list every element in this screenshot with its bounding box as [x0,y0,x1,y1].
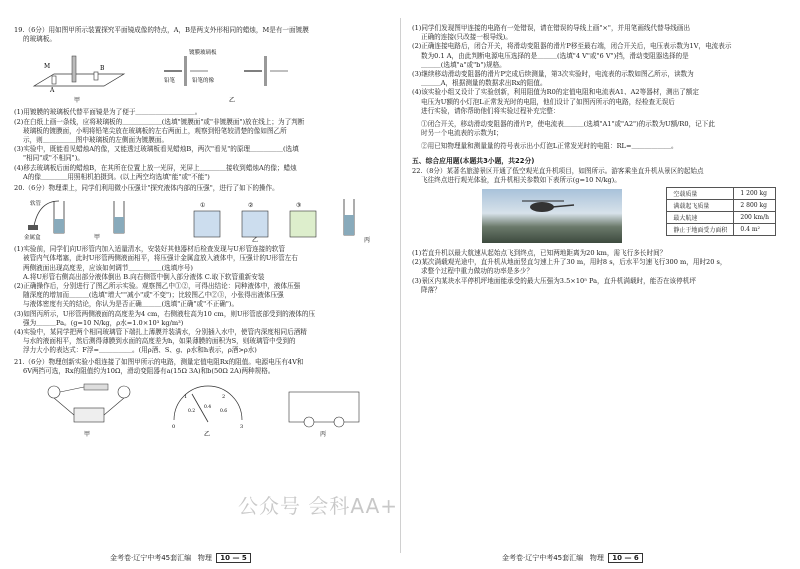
q22-line: 降落？ [421,285,441,294]
q20-line: 20.（6分）物理课上，同学们利用微小压强计"探究液体内部的压强"，进行了如下的操作。 [14,184,279,193]
q21-line: 电压为U额的小灯泡L正常发光时的电阻，他们设计了如图丙所示的电路，经检查无误后 [421,97,675,106]
figure-21-drawing [14,378,384,440]
helicopter-photo [482,189,622,243]
q22-line: (2)某次满载观光途中，直升机从地面竖直匀速上升了30 m，用时8 s，后水平匀速飞行300 m，用时20 s， [412,258,727,267]
table-cell: 满载起飞质量 [667,200,734,212]
q20-line: (3)如图丙所示，U形管两侧液面的高度差为4 cm，右侧液柱高为10 cm，则U形管底部受到的液体的压 [14,309,316,318]
footer-page: 10 — 5 [216,553,251,563]
fig20-label: 丙 [364,237,371,244]
q20-line: 浮力大小的表达式：F浮=＿＿＿＿＿。(用ρ酒、S、g、ρ水和h表示，ρ酒>ρ水) [23,346,257,355]
q21-line: ＿＿＿A，根据测量的数据求出Rx的阻值。 [421,79,547,88]
q21-line: (1)同学们发现图甲连接的电路有一处错误，请在错误的导线上画"×"，并用笔画线代替导线画出 [412,24,691,32]
right-page [402,0,800,569]
question-19-parts [14,108,388,182]
fig19-label-yi: 乙 [229,97,236,105]
q21-line: (4)该实验小组又设计了实验创新，利用阻值为R0的定值电阻和电流表A1、A2等器材，测出了额定 [412,88,699,97]
q19-line: A的像＿＿＿＿用照相机拍摄到。(以上两空均选填"能"或"不能") [23,172,210,181]
figure-19 [14,46,388,106]
q20-line: 随深度的增加而＿＿＿(选填"增大""减小"或"不变")；比较图乙中②③，小张得出液体压强 [23,291,284,300]
q21-line: 时另一个电流表的示数为I； [421,129,503,138]
fig19-label-jia: 甲 [74,97,81,105]
fig21-tick: 3 [240,424,244,431]
q22-line: 飞往终点进行观光体验，直升机相关参数如下表所示(g=10 N/kg)。 [421,175,621,184]
fig20-label: ② [248,202,254,210]
q19-line: (3)实验中，既能看见蜡烛A的像，又能透过玻璃板看见蜡烛B，两次"看见"的原理＿＿＿＿＿(选填 [14,145,299,154]
question-20 [14,184,388,193]
fig21-tick: 2 [222,394,226,401]
fig19-label-a: A [50,87,55,95]
q19-line: (1)用镀膜的玻璃板代替平面镜是为了便于＿＿＿＿＿＿＿＿＿。 [14,108,202,117]
question-20-parts [14,245,388,355]
right-footer [502,553,643,563]
q21-line: 21.（6分）物理创新实验小组连接了如图甲所示的电路，测量定值电阻Rx的阻值。电源电压有4V和 [14,357,304,366]
q22-line: 22.（8分）某著名旅游景区开通了低空观光直升机项目，如图所示。游客乘坐直升机从景区的起始点 [412,166,704,175]
footer-subject: 物理 [589,554,604,562]
footer-page: 10 — 6 [608,553,643,563]
q19-line: "相同"或"不相同")。 [23,154,84,163]
q19-line: 玻璃板的镀膜面，小明将铅笔尖放在玻璃板的左右两面上，观察到铅笔较清楚的像如图乙所 [23,126,287,135]
left-footer [110,553,251,563]
footer-subject: 物理 [197,554,212,562]
q21-line: 数为0.1 A，由此判断电源电压选择的是＿＿＿(选填"4 V"或"6 V")挡，滑动变阻器选择的是 [421,51,689,60]
table-cell: 0.4 m² [734,224,776,236]
fig20-label: 软管 [30,201,42,208]
question-19 [14,26,388,44]
q21-line: ①闭合开关，移动滑动变阻器的滑片P，使电流表＿＿＿(选填"A1"或"A2")的示数为U额/R0，记下此 [421,120,715,129]
q20-line: 被管内气体堵塞，此时U形管两侧液面相平，将压强计金属盒放入液体中，压强计的U形管左右 [23,254,298,263]
table-cell: 空载质量 [667,188,734,200]
q19-line: 19.（6分）用如图甲所示装置探究平面镜成像的特点，A，B是两支外形相同的蜡烛，M是有一面镀膜 [14,26,309,34]
figure-22 [412,187,788,247]
q22-line: 求整个过程中重力做功的功率是多少？ [421,267,534,276]
footer-book: 金考卷·辽宁中考45套汇编 [110,554,192,562]
q19-line: 示，则＿＿＿＿＿图中玻璃板的左侧面为镀膜面。 [23,136,169,145]
q22-line: (1)若直升机以最大航速从起始点飞到终点，已知两地距离为20 km，需飞行多长时间？ [412,249,667,258]
fig20-label: ① [200,202,206,210]
table-row [667,212,776,224]
table-cell: 静止于地面受力面积 [667,224,734,236]
q20-line: (1)实验前，同学们向U形管内加入适量清水，安装好其他器材后检查发现与U形管连接的软管 [14,245,286,254]
figure-20 [14,195,388,243]
fig21-tick: 0.2 [188,409,196,415]
q21-line: 进行实验，请你帮助他们将实验过程补充完整： [421,106,560,115]
q22-line: (3)景区内某块水平停机坪地面能承受的最大压强为3.5×10⁵ Pa，直升机满载时，能否在该停机坪 [412,276,696,285]
fig21-tick: 0.4 [204,405,212,411]
section-heading: 五、综合应用题(本题共3小题，共22分) [412,156,535,165]
fig19-label-plate: 镀膜玻璃板 [189,50,217,57]
fig20-label: 乙 [252,237,259,244]
fig21-label-bing: 丙 [320,431,327,439]
fig21-label-yi: 乙 [204,431,211,439]
helicopter-spec-table [666,187,776,236]
q21-line: (2)正确连接电路后，闭合开关，将滑动变阻器的滑片P移至最右端，闭合开关后，电压表示数为1V，电流表示 [412,42,732,51]
table-row [667,200,776,212]
footer-book: 金考卷·辽宁中考45套汇编 [502,554,584,562]
question-22 [412,167,788,185]
q20-line: 与水的液面相平，然后测得薄膜到水面的高度差为h，如果薄膜的面积为S，则玻璃管中受到的 [23,337,296,346]
q21-line: ②用已知物理量和测量量的符号表示出小灯泡L正常发光时的电阻：RL=＿＿＿＿＿＿。 [421,142,678,151]
q20-line: A.将U形管右侧高出部分液体倒出 B.向右侧管中倒入部分液体 C.取下软管重新安装 [23,272,265,281]
fig19-label-img: 铅笔的像 [192,78,215,85]
q21-line: 6V两挡可选，Rx的阻值约为10Ω，滑动变阻器有a(15Ω 3A)和b(50Ω 2A)两种规格。 [23,366,275,375]
figure-20-drawing [14,195,384,243]
fig19-label-m: M [44,63,51,71]
fig19-label-b: B [100,65,105,73]
q20-line: (2)正确操作后，分别进行了图乙所示实验。观察图乙中①②，可得出结论：同种液体中，液体压强 [14,282,301,291]
fig21-tick: 0 [172,424,176,431]
question-22-parts [412,249,788,295]
table-cell: 200 km/h [734,212,776,224]
q19-line: 的玻璃板。 [23,35,56,44]
fig20-label: 甲 [94,234,101,242]
q20-line: 与液体密度有关的结论，你认为是否正确＿＿＿(选填"正确"或"不正确")。 [23,300,239,309]
q20-line: 强为＿＿＿Pa。(g=10 N/kg，ρ水=1.0×10³ kg/m³) [23,318,184,327]
table-cell: 1 200 kg [734,188,776,200]
question-21-continued [412,24,788,152]
q19-line: (2)在白纸上画一条线，应将玻璃板的＿＿＿＿＿＿(选填"镀膜面"或"非镀膜面")放在线上；为了判断 [14,117,305,126]
fig21-tick: 0.6 [220,409,228,415]
fig19-label-pen: 铅笔 [164,78,176,85]
q19-line: (4)移去玻璃板后面的蜡烛B，在其所在位置上放一光屏，光屏上＿＿＿＿接收到蜡烛A的像；蜡烛 [14,163,297,172]
q21-line: (3)继续移动滑动变阻器的滑片P完成后续测量，第3次实验时，电流表的示数如图乙所示，读数为 [412,70,694,79]
question-21 [14,358,388,376]
table-cell: 2 800 kg [734,200,776,212]
q20-line: 两侧液面出现高度差，应该如何调节＿＿＿＿＿(选填序号) [23,263,193,272]
figure-19-drawing [14,46,384,106]
table-row [667,188,776,200]
q21-line: 正确的连接(只改接一根导线)。 [421,33,512,42]
fig20-label: 金属盒 [24,235,41,242]
table-row [667,224,776,236]
q21-line: ＿＿＿(选填"a"或"b")规格。 [421,60,506,69]
page-divider [400,18,401,553]
fig20-label: ③ [296,202,302,210]
helicopter-icon [482,189,622,243]
fig21-label-jia: 甲 [84,431,91,439]
fig21-tick: 1 [184,394,188,401]
watermark: 公众号 会科AA+ [238,494,399,518]
figure-21 [14,378,388,440]
q20-line: (4)实验中，某同学把两个相同玻璃管下端扎上薄膜并装满水，分别插入水中，使管内深度相同后酒精 [14,328,307,337]
table-cell: 最大航速 [667,212,734,224]
